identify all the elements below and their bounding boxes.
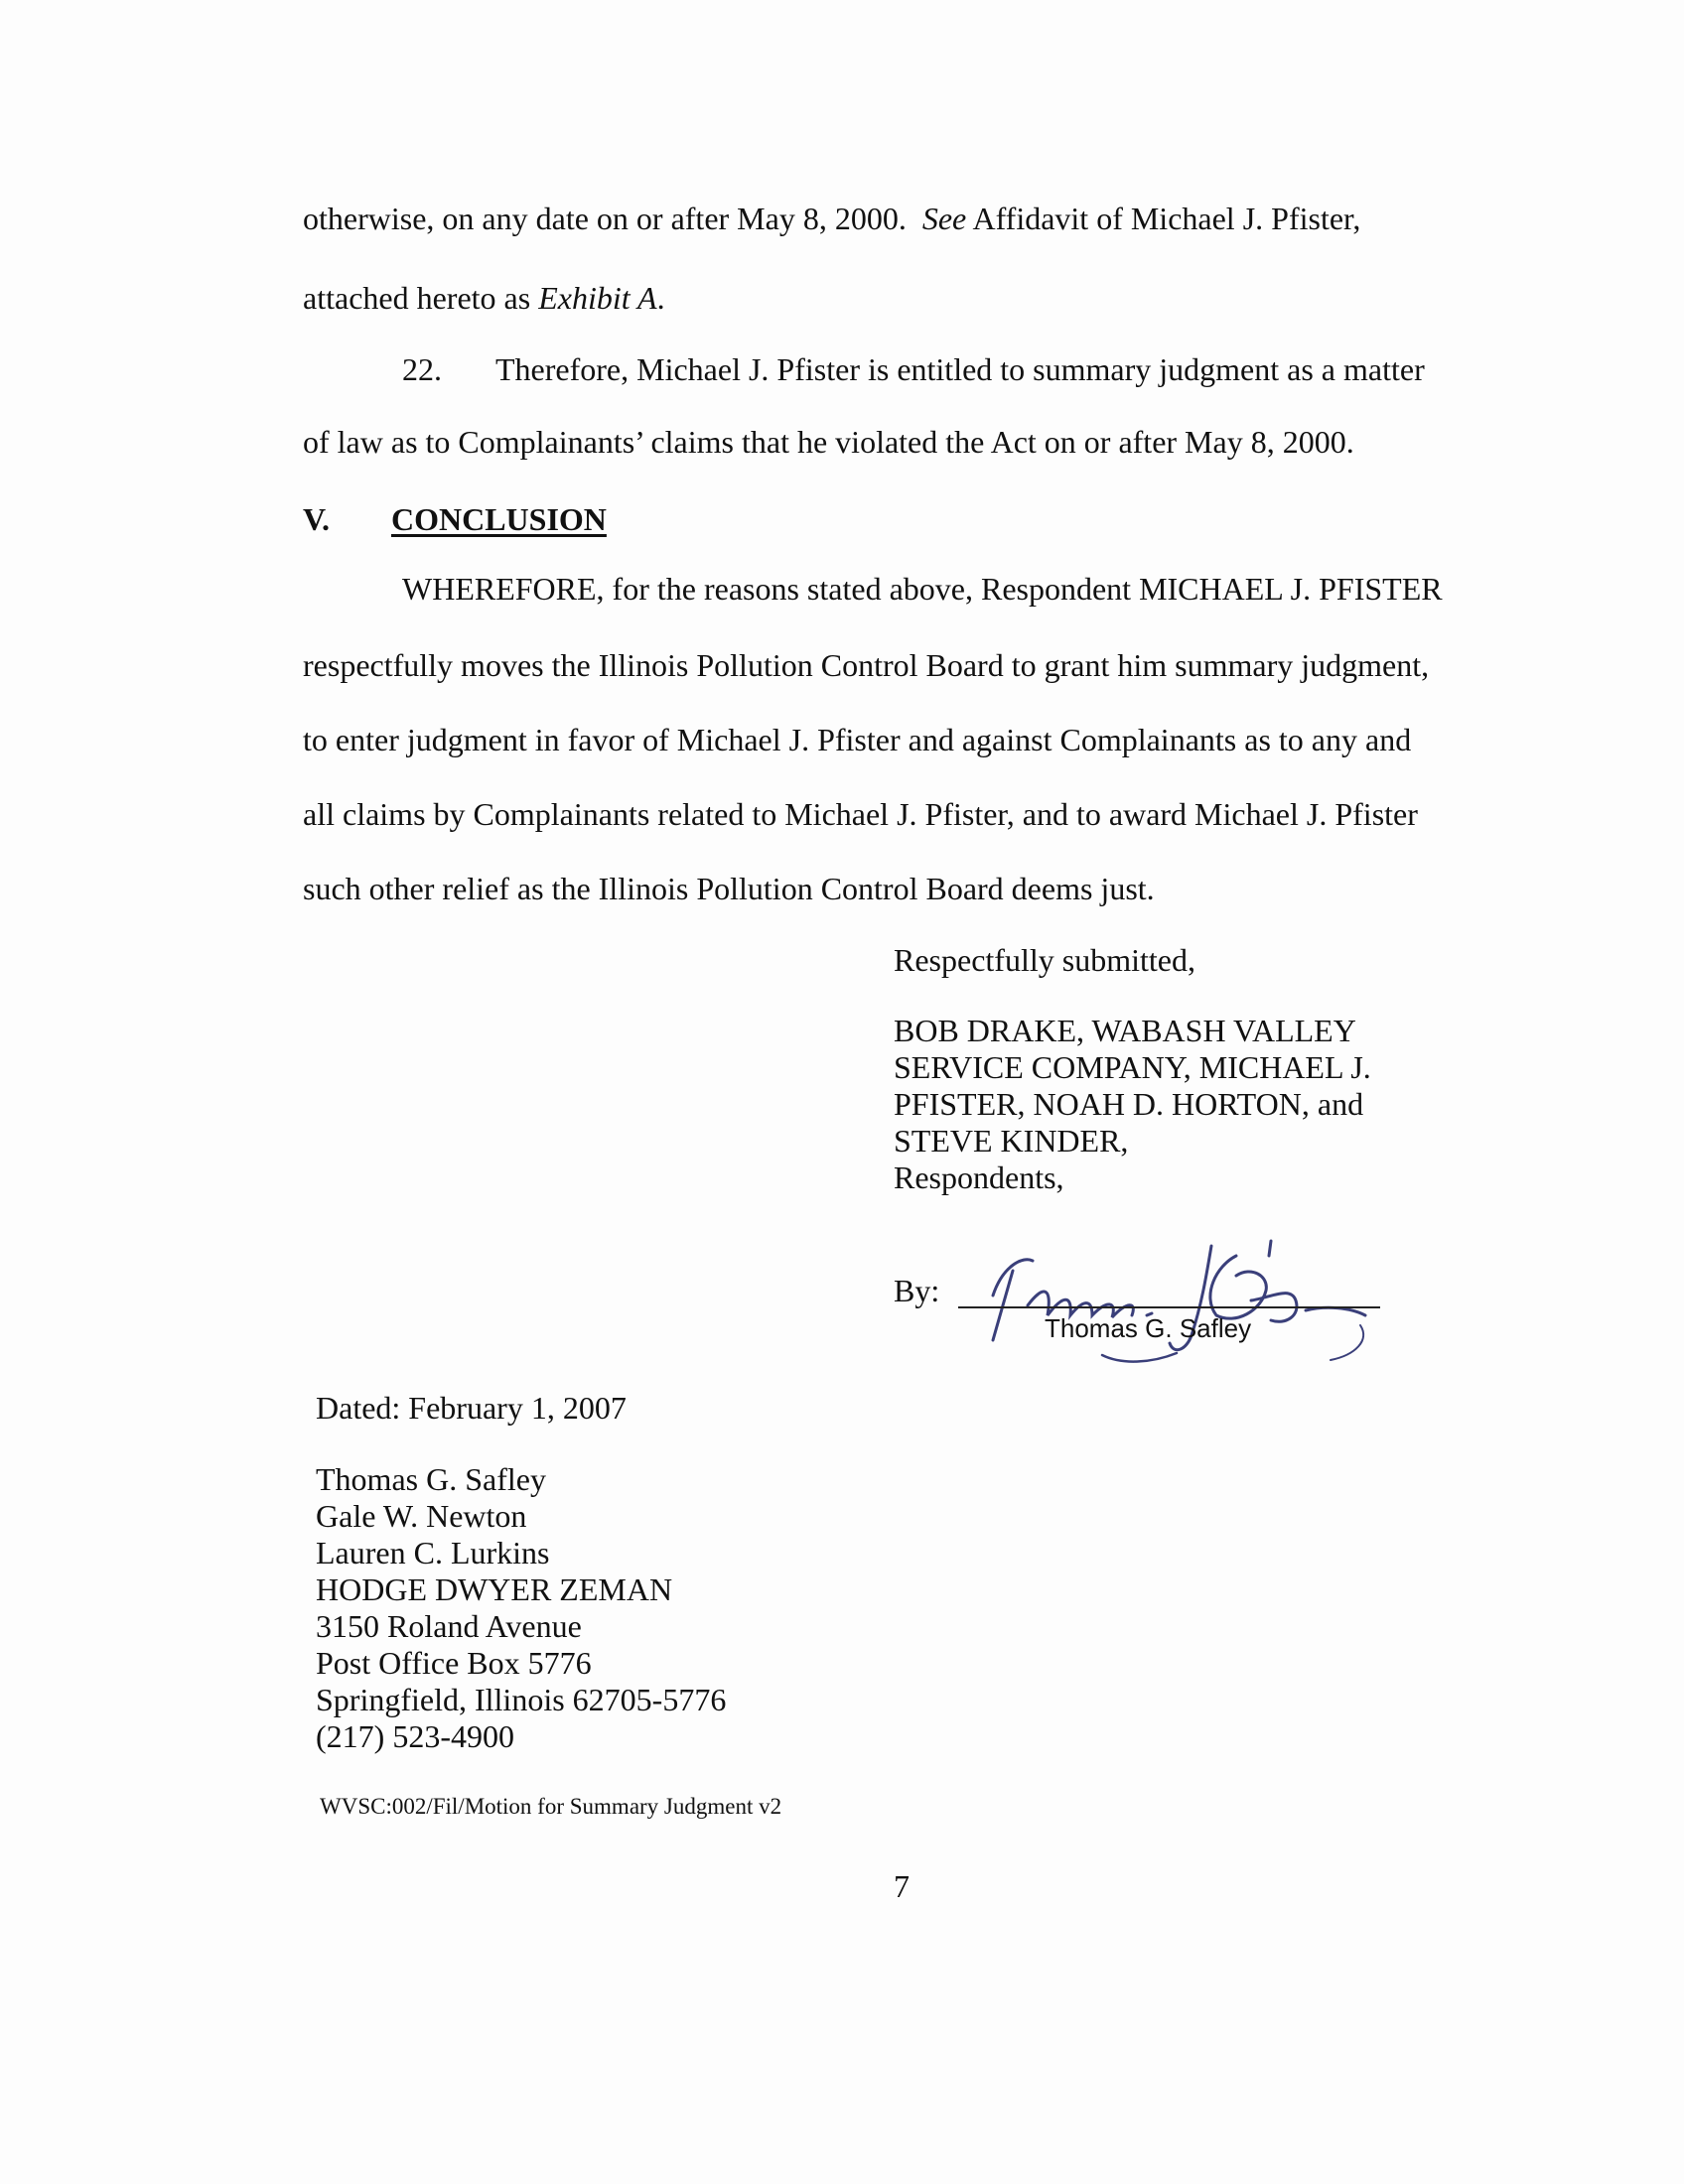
counsel-city (316, 1680, 726, 1719)
respectfully-submitted (894, 940, 1195, 980)
section-number: V. (303, 501, 330, 537)
conclusion-line-3 (303, 720, 1411, 759)
exhibit-reference: Exhibit A (538, 280, 657, 316)
counsel-firm (316, 1570, 672, 1609)
counsel-po-box (316, 1643, 592, 1683)
counsel-text: 3150 Roland Avenue (316, 1608, 582, 1644)
signature-line (958, 1306, 1380, 1308)
page-number (894, 1866, 910, 1906)
signer-name (1045, 1312, 1251, 1344)
body-text: to enter judgment in favor of Michael J. Pfister and against Complainants as to any and (303, 722, 1412, 757)
paragraph-number: 22. (402, 351, 442, 387)
conclusion-line-5 (303, 869, 1155, 908)
counsel-text: (217) 523-4900 (316, 1718, 514, 1754)
respondent-names: STEVE KINDER, (894, 1123, 1129, 1159)
respondents-line-1 (894, 1011, 1356, 1050)
dated-text: Dated: February 1, 2007 (316, 1390, 627, 1426)
body-text: of law as to Complainants’ claims that he violated the Act on or after May 8, 2000. (303, 424, 1354, 460)
counsel-text: Springfield, Illinois 62705-5776 (316, 1682, 727, 1717)
body-text: such other relief as the Illinois Pollution Control Board deems just. (303, 871, 1155, 906)
handwritten-signature (953, 1216, 1390, 1375)
body-text: attached hereto as (303, 280, 531, 316)
body-text: Affidavit of Michael J. Pfister, (972, 201, 1361, 236)
conclusion-line-1 (402, 569, 1443, 609)
page-number-text: 7 (894, 1868, 910, 1904)
file-reference-text: WVSC:002/Fil/Motion for Summary Judgment v2 (320, 1794, 782, 1819)
conclusion-line-4 (303, 794, 1418, 834)
counsel-name-3 (316, 1533, 550, 1572)
counsel-name-2 (316, 1496, 526, 1536)
respondents-line-4 (894, 1121, 1128, 1160)
respondents-label (894, 1158, 1064, 1197)
body-line-2 (303, 278, 665, 318)
by-label-text: By: (894, 1273, 940, 1308)
body-text: respectfully moves the Illinois Pollution Control Board to grant him summary judgment, (303, 647, 1430, 683)
body-text: Therefore, Michael J. Pfister is entitled to summary judgment as a matter (495, 351, 1425, 387)
counsel-name-1 (316, 1459, 546, 1499)
body-text: otherwise, on any date on or after May 8, 2000. (303, 201, 907, 236)
file-reference (320, 1792, 781, 1822)
respondents-line-3 (894, 1084, 1363, 1124)
counsel-text: Post Office Box 5776 (316, 1645, 592, 1681)
counsel-text: Gale W. Newton (316, 1498, 527, 1534)
body-line-1 (303, 199, 1360, 238)
citation-signal: See (921, 201, 967, 236)
respondent-names: PFISTER, NOAH D. HORTON, and (894, 1086, 1364, 1122)
respondents-label-text: Respondents, (894, 1160, 1064, 1195)
counsel-text: Thomas G. Safley (316, 1461, 546, 1497)
body-text: . (656, 280, 665, 316)
counsel-phone (316, 1716, 514, 1756)
section-heading (303, 499, 607, 539)
body-text: all claims by Complainants related to Michael J. Pfister, and to award Michael J. Pfister (303, 796, 1418, 832)
body-text: WHEREFORE, for the reasons stated above, Respondent MICHAEL J. PFISTER (402, 571, 1443, 607)
conclusion-line-2 (303, 645, 1429, 685)
by-label (894, 1271, 939, 1310)
counsel-text: HODGE DWYER ZEMAN (316, 1571, 673, 1607)
paragraph-22-line-1 (402, 349, 1425, 389)
counsel-text: Lauren C. Lurkins (316, 1535, 550, 1570)
paragraph-22-line-2 (303, 422, 1354, 462)
counsel-street (316, 1606, 582, 1646)
respondents-line-2 (894, 1047, 1371, 1087)
respondent-names: SERVICE COMPANY, MICHAEL J. (894, 1049, 1371, 1085)
respondent-names: BOB DRAKE, WABASH VALLEY (894, 1013, 1356, 1048)
section-title: CONCLUSION (390, 501, 607, 537)
closing-text: Respectfully submitted, (894, 942, 1195, 978)
dated-line (316, 1388, 627, 1428)
signer-name-text: Thomas G. Safley (1045, 1313, 1252, 1343)
